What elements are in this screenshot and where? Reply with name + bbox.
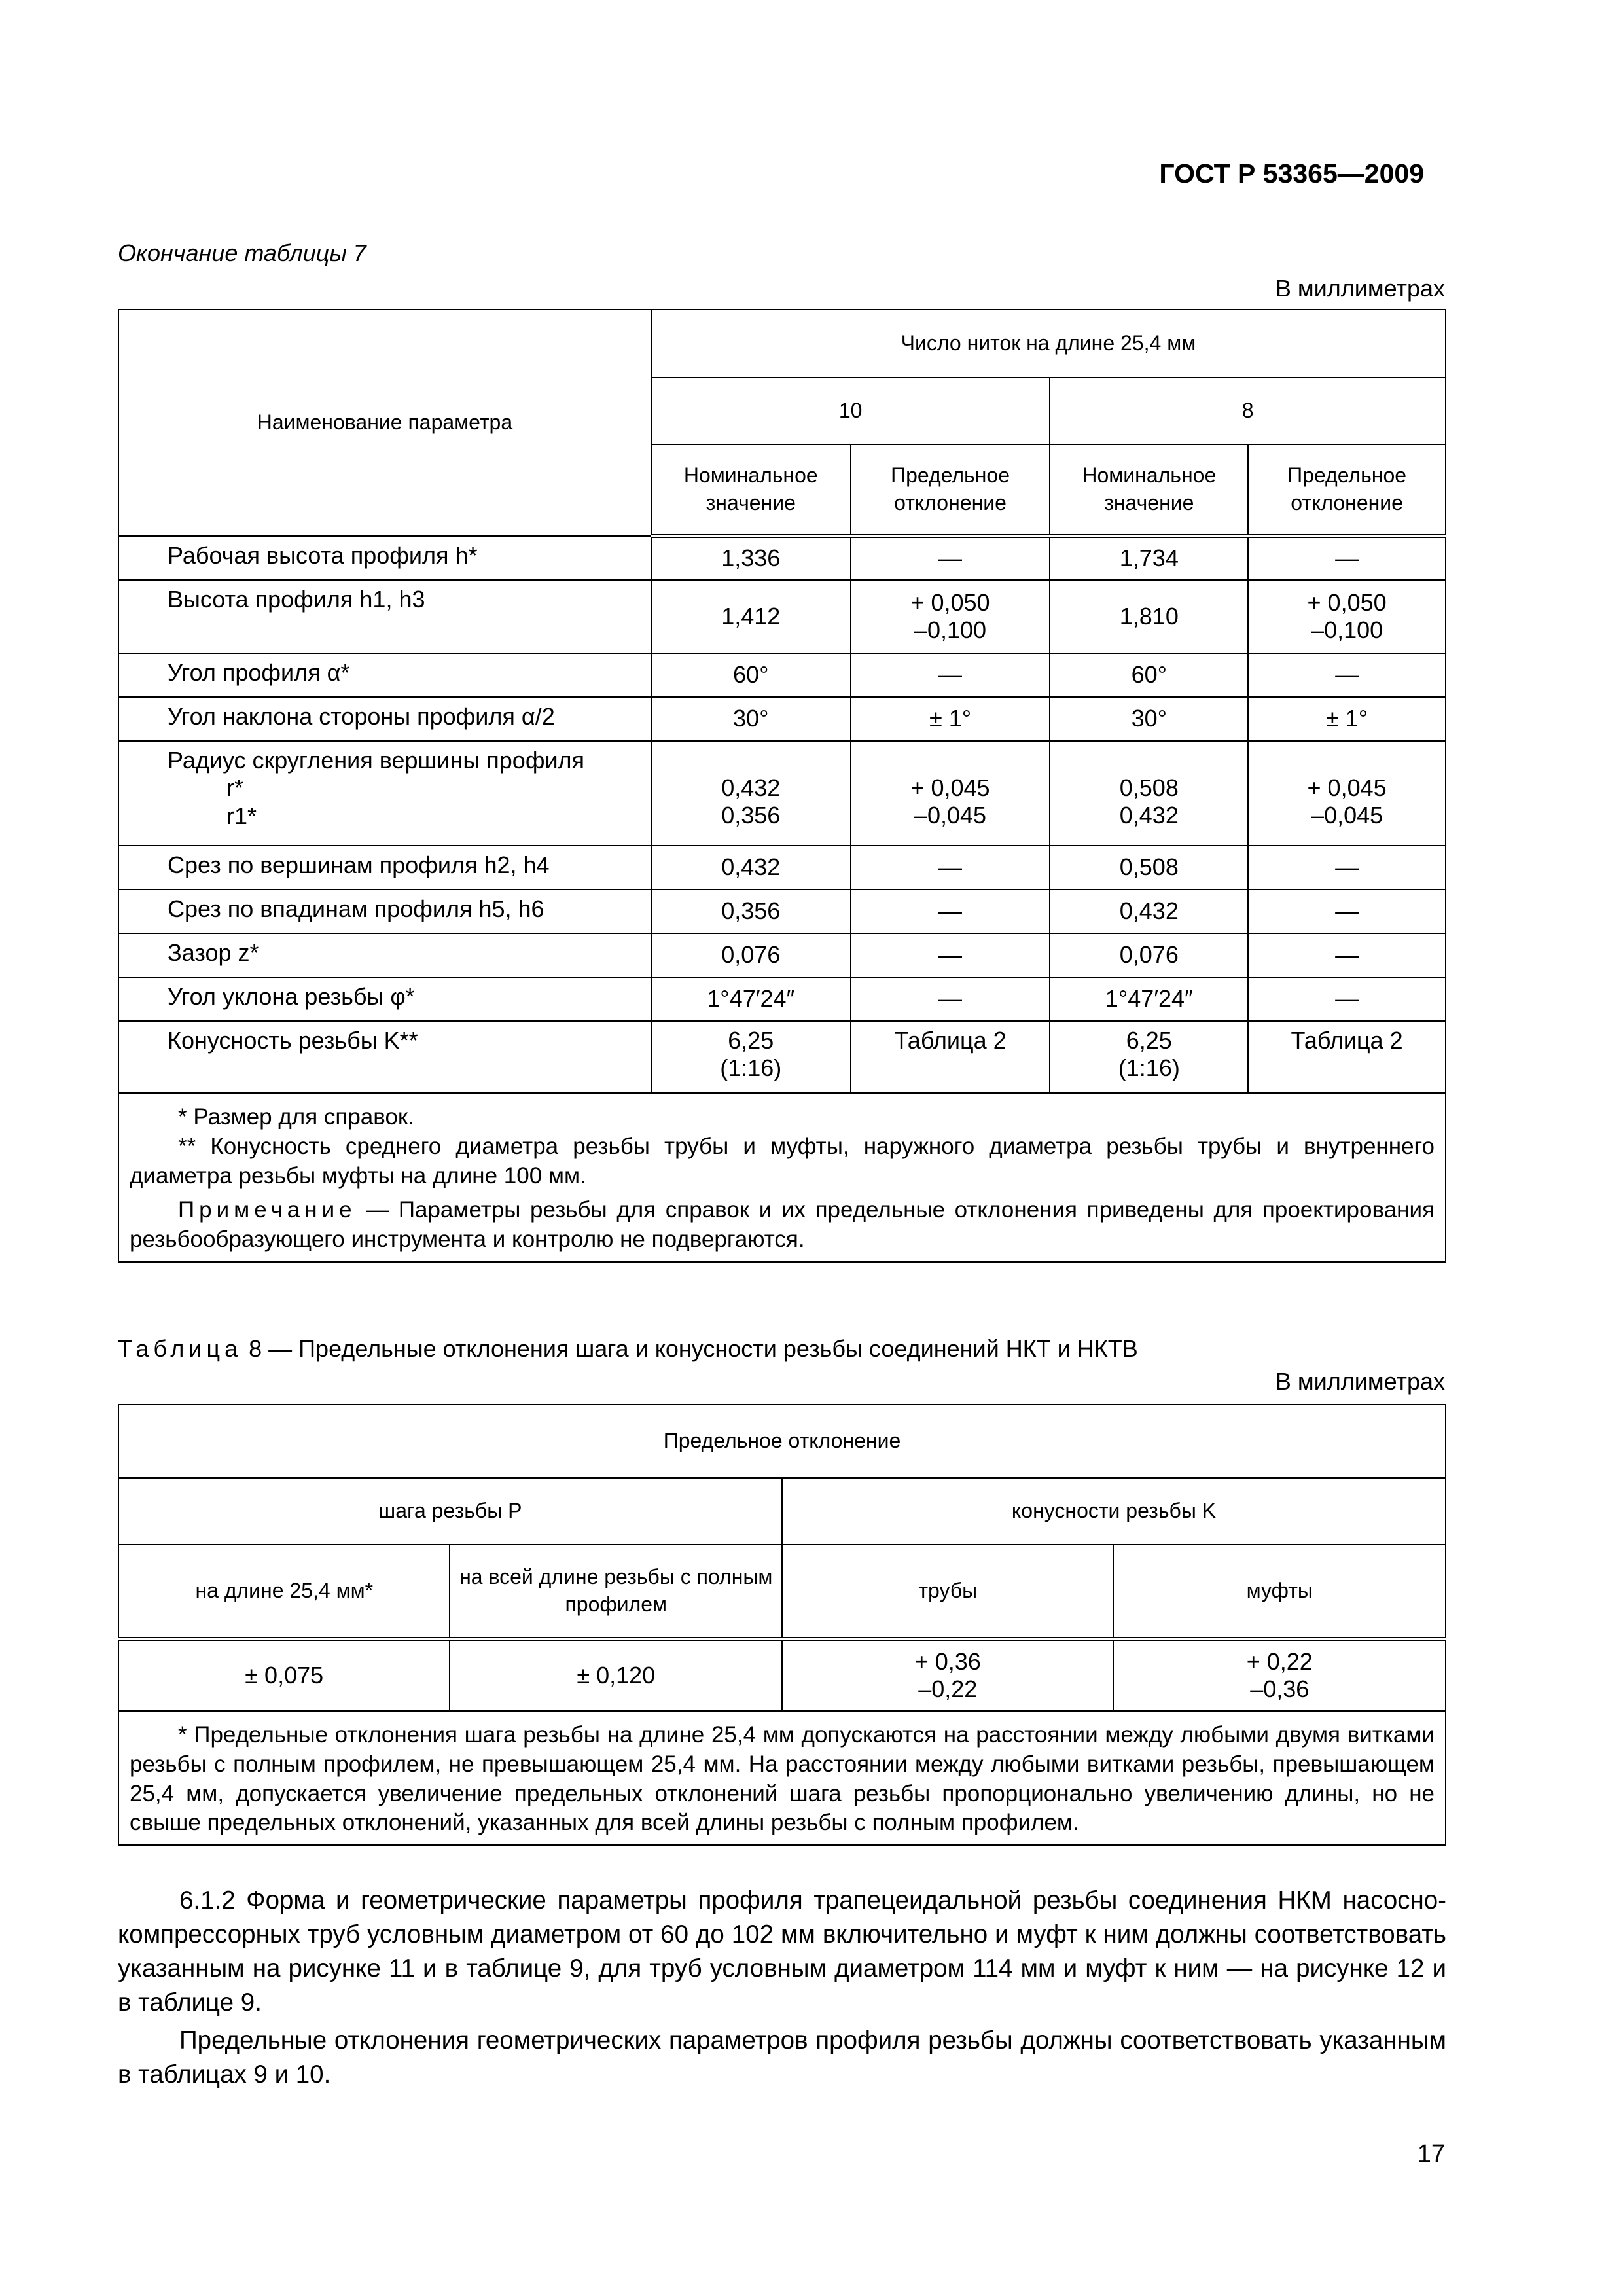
cell: —: [851, 536, 1050, 580]
row-name-sub: r1*: [226, 802, 257, 829]
table8-caption-label: Таблица: [118, 1335, 243, 1362]
table7: [118, 309, 1446, 1263]
table7-notes: [118, 1093, 1446, 1262]
cell: 0,076: [1050, 933, 1248, 977]
row-name: Высота профиля h1, h3: [118, 580, 651, 653]
header-threads-10: 10: [651, 378, 1050, 444]
cell: [1113, 1639, 1446, 1711]
cell: ± 0,075: [118, 1639, 450, 1711]
table-row: [118, 846, 1446, 889]
cell-line: + 0,36: [914, 1647, 981, 1675]
cell: 1,810: [1050, 580, 1248, 653]
cell: Таблица 2: [1248, 1021, 1446, 1093]
cell-line: –0,100: [914, 617, 987, 643]
cell: 0,508: [1050, 846, 1248, 889]
cell: —: [851, 653, 1050, 697]
table7-continuation-caption: Окончание таблицы 7: [118, 240, 366, 266]
cell: ± 1°: [851, 697, 1050, 741]
table-row: [118, 580, 1446, 653]
cell: ± 0,120: [450, 1639, 782, 1711]
page-number: 17: [1417, 2140, 1445, 2168]
table8-caption-text: 8 — Предельные отклонения шага и конусности резьбы соединений НКТ и НКТВ: [242, 1335, 1138, 1362]
row-name: Рабочая высота профиля h*: [118, 536, 651, 580]
cell: ± 1°: [1248, 697, 1446, 741]
cell-line: 6,25: [728, 1027, 774, 1054]
cell-line: (1:16): [720, 1054, 782, 1082]
table-row: [118, 697, 1446, 741]
cell: 0,356: [651, 889, 851, 933]
cell: —: [1248, 846, 1446, 889]
note-remark-label: Примечание: [178, 1197, 357, 1223]
cell: 1,412: [651, 580, 851, 653]
table7-units: В миллиметрах: [1275, 275, 1445, 302]
cell-line: 0,508: [1119, 774, 1179, 801]
row-name: Угол уклона резьбы φ*: [118, 977, 651, 1021]
header-len: на длине 25,4 мм*: [118, 1545, 450, 1639]
cell-line: 0,432: [721, 774, 781, 801]
header-deviation: Предельное отклонение: [851, 444, 1050, 536]
header-group: Предельное отклонение: [118, 1405, 1446, 1478]
header-nominal: Номинальное значение: [651, 444, 851, 536]
cell-line: + 0,22: [1246, 1647, 1313, 1675]
paragraph-text: 6.1.2 Форма и геометрические параметры профиля трапецеидальной резьбы соединения НКМ насосно-компрессорных труб условным диаметром от 60 до 102 мм включительно и муфт к ним должны соответствовать указанным на рисунке 11 и в таблице 9, для труб условным диаметром 114 мм и муфт к ним — на рисунке 12 и в таблице 9.: [118, 1886, 1446, 2017]
row-name: Конусность резьбы K**: [118, 1021, 651, 1093]
cell-line: 0,356: [721, 802, 781, 829]
row-name-sub: r*: [226, 774, 243, 802]
cell: Таблица 2: [851, 1021, 1050, 1093]
cell: 60°: [651, 653, 851, 697]
cell-line: 0,432: [1119, 802, 1179, 829]
header-threads-8: 8: [1050, 378, 1446, 444]
table7-notes-row: [118, 1093, 1446, 1262]
table8-caption: [118, 1335, 1138, 1363]
cell-line: 6,25: [1126, 1027, 1172, 1054]
note-remark-text: — Параметры резьбы для справок и их предельные отклонения приведены для проектирования резьбообразующего инструмента и контролю не подвергаются.: [130, 1197, 1435, 1253]
table-row: [118, 977, 1446, 1021]
cell: 0,432: [1050, 889, 1248, 933]
header-nominal: Номинальное значение: [1050, 444, 1248, 536]
header-deviation: Предельное отклонение: [1248, 444, 1446, 536]
cell: 1,336: [651, 536, 851, 580]
cell: —: [851, 977, 1050, 1021]
cell-line: + 0,050: [910, 588, 990, 616]
paragraph-6-1-2: [118, 1884, 1446, 2020]
cell-line: (1:16): [1118, 1054, 1180, 1082]
cell: [1050, 741, 1248, 846]
header-pipe: трубы: [782, 1545, 1113, 1639]
header-full: на всей длине резьбы с полным профилем: [450, 1545, 782, 1639]
cell-line: –0,36: [1250, 1676, 1310, 1702]
cell: —: [1248, 536, 1446, 580]
header-coupling: муфты: [1113, 1545, 1446, 1639]
cell: —: [1248, 933, 1446, 977]
row-name: Угол профиля α*: [118, 653, 651, 697]
cell-line: + 0,045: [1307, 774, 1387, 801]
cell: [651, 741, 851, 846]
table-row: [118, 536, 1446, 580]
cell: 30°: [1050, 697, 1248, 741]
cell-line: + 0,045: [910, 774, 990, 801]
header-step: шага резьбы P: [118, 1478, 782, 1545]
table-row: [118, 1639, 1446, 1711]
cell: [651, 1021, 851, 1093]
note-reference: * Размер для справок.: [178, 1104, 414, 1130]
cell: —: [1248, 889, 1446, 933]
cell-line: –0,045: [1311, 802, 1383, 829]
cell: —: [851, 933, 1050, 977]
cell: [1050, 1021, 1248, 1093]
table-row: [118, 653, 1446, 697]
cell: [851, 580, 1050, 653]
row-name-main: Радиус скругления вершины профиля: [168, 747, 585, 774]
cell: —: [1248, 977, 1446, 1021]
table8-notes-row: [118, 1711, 1446, 1845]
cell: 30°: [651, 697, 851, 741]
cell: —: [851, 889, 1050, 933]
table-row: [118, 1021, 1446, 1093]
document-id: ГОСТ Р 53365—2009: [1159, 158, 1424, 188]
row-name: [118, 741, 651, 846]
cell: 1°47′24″: [1050, 977, 1248, 1021]
cell-line: –0,100: [1311, 617, 1383, 643]
cell: —: [1248, 653, 1446, 697]
header-threads-group: Число ниток на длине 25,4 мм: [651, 310, 1446, 378]
paragraph-text: Предельные отклонения геометрических параметров профиля резьбы должны соответствовать указанным в таблицах 9 и 10.: [118, 2026, 1446, 2089]
table8: [118, 1404, 1446, 1846]
cell: 1°47′24″: [651, 977, 851, 1021]
note-remark: [130, 1196, 1435, 1255]
row-name: Зазор z*: [118, 933, 651, 977]
header-param-name: Наименование параметра: [118, 310, 651, 536]
cell: [1248, 580, 1446, 653]
table8-note: [118, 1711, 1446, 1845]
table-row: [118, 889, 1446, 933]
table8-units: В миллиметрах: [1275, 1368, 1445, 1395]
row-name: Срез по впадинам профиля h5, h6: [118, 889, 651, 933]
cell: —: [851, 846, 1050, 889]
header-taper: конусности резьбы K: [782, 1478, 1446, 1545]
cell-line: –0,045: [914, 802, 987, 829]
row-name: Угол наклона стороны профиля α/2: [118, 697, 651, 741]
cell: [1248, 741, 1446, 846]
cell: 0,432: [651, 846, 851, 889]
note-step: * Предельные отклонения шага резьбы на длине 25,4 мм допускаются на расстоянии между любыми двумя витками резьбы с полным профилем, не превышающем 25,4 мм. На расстоянии между любыми витками резьбы, превышающем 25,4 мм, допускается увеличение предельных отклонений шага резьбы пропорционально увеличению длины, но не свыше предельных отклонений, указанных для всей длины резьбы с полным профилем.: [130, 1722, 1435, 1836]
cell: 60°: [1050, 653, 1248, 697]
cell: 0,076: [651, 933, 851, 977]
cell: 1,734: [1050, 536, 1248, 580]
table-row: [118, 933, 1446, 977]
cell: [851, 741, 1050, 846]
table-row: [118, 741, 1446, 846]
cell-line: + 0,050: [1307, 588, 1387, 616]
cell-line: –0,22: [918, 1676, 978, 1702]
row-name: Срез по вершинам профиля h2, h4: [118, 846, 651, 889]
note-taper: ** Конусность среднего диаметра резьбы трубы и муфты, наружного диаметра резьбы трубы и внутреннего диаметра резьбы муфты на длине 100 мм.: [130, 1133, 1435, 1189]
paragraph-deviations: [118, 2024, 1446, 2092]
cell: [782, 1639, 1113, 1711]
